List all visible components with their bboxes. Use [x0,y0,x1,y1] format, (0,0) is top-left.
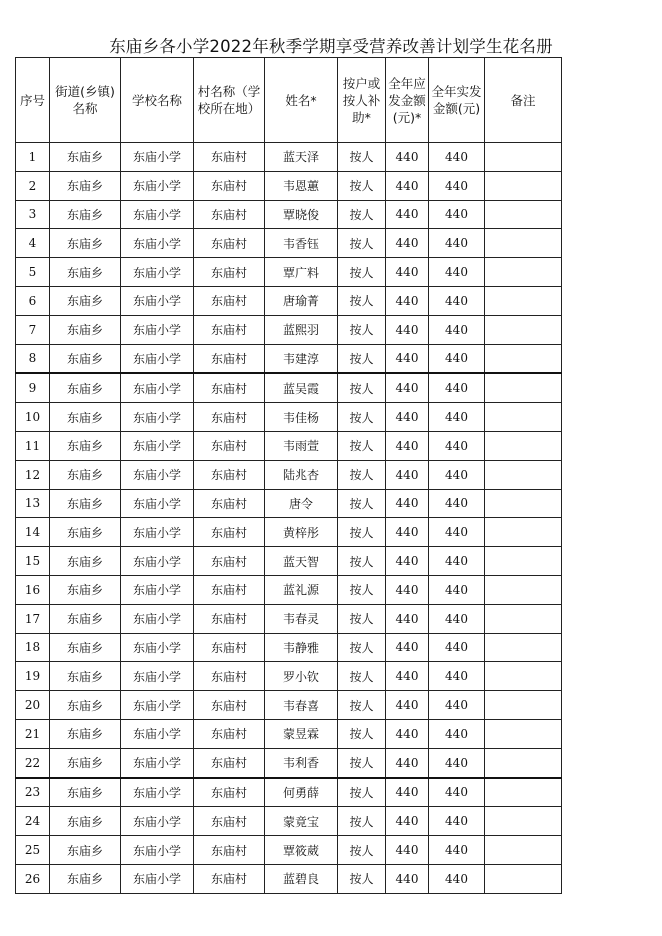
cell-school-name: 东庙小学 [121,403,194,432]
cell-subsidy-basis: 按人 [338,143,386,172]
cell-annual-paid-amount: 440 [429,143,485,172]
table-row [16,633,562,662]
cell-village-name: 东庙村 [194,258,265,287]
cell-street-township: 东庙乡 [50,864,121,893]
cell-index: 25 [16,836,50,865]
cell-school-name: 东庙小学 [121,344,194,373]
cell-annual-paid-amount: 440 [429,171,485,200]
cell-village-name: 东庙村 [194,489,265,518]
cell-subsidy-basis: 按人 [338,864,386,893]
cell-street-township: 东庙乡 [50,286,121,315]
cell-street-township: 东庙乡 [50,143,121,172]
table-row [16,258,562,287]
cell-school-name: 东庙小学 [121,489,194,518]
cell-school-name: 东庙小学 [121,286,194,315]
cell-annual-paid-amount: 440 [429,286,485,315]
cell-school-name: 东庙小学 [121,719,194,748]
cell-annual-due-amount: 440 [386,604,429,633]
cell-village-name: 东庙村 [194,864,265,893]
cell-village-name: 东庙村 [194,604,265,633]
cell-school-name: 东庙小学 [121,836,194,865]
cell-remarks [485,373,562,402]
cell-street-township: 东庙乡 [50,403,121,432]
cell-subsidy-basis: 按人 [338,315,386,344]
cell-village-name: 东庙村 [194,836,265,865]
cell-school-name: 东庙小学 [121,373,194,402]
table-row [16,691,562,720]
cell-subsidy-basis: 按人 [338,719,386,748]
cell-subsidy-basis: 按人 [338,431,386,460]
cell-annual-due-amount: 440 [386,662,429,691]
cell-student-name: 唐令 [265,489,338,518]
cell-index: 1 [16,143,50,172]
table-row [16,171,562,200]
cell-village-name: 东庙村 [194,229,265,258]
cell-annual-due-amount: 440 [386,807,429,836]
cell-school-name: 东庙小学 [121,460,194,489]
cell-village-name: 东庙村 [194,315,265,344]
cell-subsidy-basis: 按人 [338,518,386,547]
cell-remarks [485,604,562,633]
cell-remarks [485,344,562,373]
cell-remarks [485,518,562,547]
header-line: 村名称（学 [197,84,261,99]
table-row [16,143,562,172]
header-line: (元)* [392,109,422,125]
cell-annual-due-amount: 440 [386,200,429,229]
cell-street-township: 东庙乡 [50,547,121,576]
cell-remarks [485,431,562,460]
cell-annual-paid-amount: 440 [429,403,485,432]
cell-annual-paid-amount: 440 [429,807,485,836]
cell-subsidy-basis: 按人 [338,286,386,315]
cell-index: 16 [16,575,50,604]
table-row [16,286,562,315]
table-row [16,719,562,748]
cell-subsidy-basis: 按人 [338,633,386,662]
table-row [16,807,562,836]
cell-annual-paid-amount: 440 [429,836,485,865]
table-row [16,662,562,691]
cell-street-township: 东庙乡 [50,489,121,518]
cell-village-name: 东庙村 [194,719,265,748]
table-row [16,575,562,604]
cell-annual-due-amount: 440 [386,547,429,576]
cell-remarks [485,807,562,836]
cell-subsidy-basis: 按人 [338,778,386,807]
header-line: 名称 [72,101,98,116]
header-row [16,58,562,143]
cell-school-name: 东庙小学 [121,258,194,287]
cell-student-name: 韦静雅 [265,633,338,662]
header-line: 按人补 [342,92,381,108]
cell-remarks [485,691,562,720]
cell-village-name: 东庙村 [194,200,265,229]
cell-village-name: 东庙村 [194,691,265,720]
cell-street-township: 东庙乡 [50,171,121,200]
cell-street-township: 东庙乡 [50,604,121,633]
cell-student-name: 何勇薛 [265,778,338,807]
cell-school-name: 东庙小学 [121,807,194,836]
cell-village-name: 东庙村 [194,748,265,777]
cell-annual-due-amount: 440 [386,633,429,662]
cell-student-name: 韦雨萱 [265,431,338,460]
cell-street-township: 东庙乡 [50,719,121,748]
cell-remarks [485,575,562,604]
cell-school-name: 东庙小学 [121,315,194,344]
cell-village-name: 东庙村 [194,662,265,691]
cell-annual-paid-amount: 440 [429,604,485,633]
cell-village-name: 东庙村 [194,518,265,547]
cell-annual-due-amount: 440 [386,143,429,172]
cell-annual-paid-amount: 440 [429,719,485,748]
cell-village-name: 东庙村 [194,460,265,489]
cell-student-name: 蓝吴霞 [265,373,338,402]
cell-school-name: 东庙小学 [121,200,194,229]
cell-annual-due-amount: 440 [386,171,429,200]
cell-student-name: 蓝礼源 [265,575,338,604]
cell-school-name: 东庙小学 [121,633,194,662]
cell-student-name: 罗小钦 [265,662,338,691]
cell-school-name: 东庙小学 [121,229,194,258]
cell-index: 8 [16,344,50,373]
cell-street-township: 东庙乡 [50,633,121,662]
cell-student-name: 覃筱葳 [265,836,338,865]
cell-remarks [485,229,562,258]
cell-annual-paid-amount: 440 [429,315,485,344]
cell-student-name: 唐瑜菁 [265,286,338,315]
cell-annual-due-amount: 440 [386,258,429,287]
cell-remarks [485,836,562,865]
cell-subsidy-basis: 按人 [338,691,386,720]
cell-school-name: 东庙小学 [121,143,194,172]
cell-annual-due-amount: 440 [386,518,429,547]
cell-annual-due-amount: 440 [386,431,429,460]
cell-remarks [485,719,562,748]
cell-subsidy-basis: 按人 [338,748,386,777]
cell-annual-due-amount: 440 [386,748,429,777]
header-school-name [121,58,194,143]
header-village-name [194,58,265,143]
table-row [16,403,562,432]
cell-street-township: 东庙乡 [50,373,121,402]
cell-school-name: 东庙小学 [121,171,194,200]
cell-subsidy-basis: 按人 [338,171,386,200]
cell-annual-due-amount: 440 [386,229,429,258]
cell-annual-due-amount: 440 [386,691,429,720]
cell-street-township: 东庙乡 [50,778,121,807]
cell-student-name: 蓝碧良 [265,864,338,893]
cell-subsidy-basis: 按人 [338,489,386,518]
header-line: 街道(乡镇) [55,84,115,99]
header-line: 校所在地） [197,101,261,116]
cell-school-name: 东庙小学 [121,691,194,720]
cell-subsidy-basis: 按人 [338,200,386,229]
table-row [16,489,562,518]
cell-village-name: 东庙村 [194,431,265,460]
cell-index: 2 [16,171,50,200]
table-row [16,460,562,489]
cell-subsidy-basis: 按人 [338,575,386,604]
cell-annual-paid-amount: 440 [429,373,485,402]
cell-remarks [485,489,562,518]
cell-street-township: 东庙乡 [50,200,121,229]
cell-remarks [485,778,562,807]
cell-remarks [485,748,562,777]
cell-school-name: 东庙小学 [121,604,194,633]
cell-village-name: 东庙村 [194,373,265,402]
table-row [16,836,562,865]
cell-street-township: 东庙乡 [50,691,121,720]
cell-student-name: 韦春喜 [265,691,338,720]
cell-school-name: 东庙小学 [121,864,194,893]
cell-index: 3 [16,200,50,229]
cell-index: 12 [16,460,50,489]
cell-village-name: 东庙村 [194,143,265,172]
cell-index: 5 [16,258,50,287]
cell-index: 17 [16,604,50,633]
header-annual-due-amount [386,58,429,143]
cell-annual-due-amount: 440 [386,575,429,604]
cell-street-township: 东庙乡 [50,836,121,865]
cell-subsidy-basis: 按人 [338,662,386,691]
cell-index: 26 [16,864,50,893]
cell-annual-due-amount: 440 [386,315,429,344]
cell-school-name: 东庙小学 [121,518,194,547]
document-title: 东庙乡各小学2022年秋季学期享受营养改善计划学生花名册 [109,37,553,56]
table-row [16,778,562,807]
cell-street-township: 东庙乡 [50,518,121,547]
table-row [16,315,562,344]
cell-subsidy-basis: 按人 [338,807,386,836]
cell-subsidy-basis: 按人 [338,258,386,287]
cell-school-name: 东庙小学 [121,662,194,691]
cell-index: 7 [16,315,50,344]
cell-school-name: 东庙小学 [121,778,194,807]
cell-street-township: 东庙乡 [50,460,121,489]
table-row [16,604,562,633]
table-body [16,143,562,894]
cell-remarks [485,171,562,200]
table-row [16,373,562,402]
cell-village-name: 东庙村 [194,575,265,604]
cell-street-township: 东庙乡 [50,748,121,777]
cell-annual-paid-amount: 440 [429,547,485,576]
header-index [16,58,50,143]
header-remarks [485,58,562,143]
cell-annual-due-amount: 440 [386,719,429,748]
cell-student-name: 韦佳杨 [265,403,338,432]
cell-village-name: 东庙村 [194,403,265,432]
cell-index: 4 [16,229,50,258]
table-row [16,229,562,258]
table-row [16,344,562,373]
cell-remarks [485,200,562,229]
cell-remarks [485,143,562,172]
cell-subsidy-basis: 按人 [338,460,386,489]
cell-student-name: 韦春灵 [265,604,338,633]
cell-index: 20 [16,691,50,720]
cell-remarks [485,258,562,287]
table-row [16,200,562,229]
cell-student-name: 蒙竟宝 [265,807,338,836]
cell-village-name: 东庙村 [194,344,265,373]
header-line: 助* [352,109,371,125]
cell-school-name: 东庙小学 [121,748,194,777]
cell-village-name: 东庙村 [194,778,265,807]
cell-index: 13 [16,489,50,518]
cell-village-name: 东庙村 [194,286,265,315]
cell-student-name: 韦恩蕙 [265,171,338,200]
cell-subsidy-basis: 按人 [338,373,386,402]
cell-student-name: 覃广料 [265,258,338,287]
cell-annual-paid-amount: 440 [429,633,485,662]
cell-street-township: 东庙乡 [50,662,121,691]
cell-remarks [485,547,562,576]
cell-annual-paid-amount: 440 [429,575,485,604]
cell-annual-paid-amount: 440 [429,460,485,489]
header-line: 发金额 [388,92,426,108]
cell-annual-due-amount: 440 [386,403,429,432]
student-roster-table [15,57,562,894]
cell-annual-paid-amount: 440 [429,200,485,229]
cell-subsidy-basis: 按人 [338,604,386,633]
cell-subsidy-basis: 按人 [338,836,386,865]
cell-student-name: 韦利香 [265,748,338,777]
cell-student-name: 蓝熙羽 [265,315,338,344]
cell-annual-due-amount: 440 [386,836,429,865]
cell-index: 18 [16,633,50,662]
cell-village-name: 东庙村 [194,171,265,200]
cell-remarks [485,864,562,893]
cell-remarks [485,460,562,489]
cell-student-name: 蓝天智 [265,547,338,576]
header-student-name [265,58,338,143]
cell-annual-paid-amount: 440 [429,258,485,287]
header-subsidy-basis [338,58,386,143]
cell-annual-paid-amount: 440 [429,431,485,460]
cell-annual-paid-amount: 440 [429,518,485,547]
cell-student-name: 陆兆杏 [265,460,338,489]
header-line: 按户或 [342,75,381,91]
header-line: 学校名称 [131,92,182,108]
cell-annual-due-amount: 440 [386,864,429,893]
cell-school-name: 东庙小学 [121,547,194,576]
cell-remarks [485,633,562,662]
header-line: 序号 [19,92,45,108]
cell-street-township: 东庙乡 [50,229,121,258]
cell-street-township: 东庙乡 [50,807,121,836]
cell-annual-paid-amount: 440 [429,778,485,807]
cell-index: 14 [16,518,50,547]
table-row [16,518,562,547]
cell-village-name: 东庙村 [194,807,265,836]
header-annual-paid-amount [429,58,485,143]
cell-index: 11 [16,431,50,460]
header-street-township [50,58,121,143]
cell-index: 21 [16,719,50,748]
cell-index: 24 [16,807,50,836]
header-line: 金额(元) [432,101,481,116]
cell-village-name: 东庙村 [194,547,265,576]
cell-student-name: 韦建淳 [265,344,338,373]
cell-street-township: 东庙乡 [50,315,121,344]
cell-school-name: 东庙小学 [121,575,194,604]
cell-subsidy-basis: 按人 [338,547,386,576]
cell-annual-paid-amount: 440 [429,864,485,893]
table-row [16,748,562,777]
cell-student-name: 蓝天泽 [265,143,338,172]
cell-annual-paid-amount: 440 [429,691,485,720]
cell-annual-paid-amount: 440 [429,344,485,373]
cell-annual-due-amount: 440 [386,778,429,807]
table-row [16,431,562,460]
cell-remarks [485,403,562,432]
cell-annual-due-amount: 440 [386,460,429,489]
cell-index: 6 [16,286,50,315]
header-line: 姓名* [285,92,317,108]
cell-annual-due-amount: 440 [386,344,429,373]
cell-street-township: 东庙乡 [50,344,121,373]
cell-school-name: 东庙小学 [121,431,194,460]
cell-index: 22 [16,748,50,777]
cell-subsidy-basis: 按人 [338,403,386,432]
cell-index: 15 [16,547,50,576]
table-row [16,547,562,576]
cell-annual-due-amount: 440 [386,489,429,518]
cell-remarks [485,662,562,691]
cell-student-name: 韦香钰 [265,229,338,258]
cell-remarks [485,286,562,315]
cell-annual-paid-amount: 440 [429,748,485,777]
header-line: 全年实发 [431,84,482,99]
cell-index: 19 [16,662,50,691]
cell-annual-paid-amount: 440 [429,662,485,691]
cell-annual-due-amount: 440 [386,373,429,402]
cell-student-name: 黄梓彤 [265,518,338,547]
cell-annual-paid-amount: 440 [429,489,485,518]
cell-index: 23 [16,778,50,807]
header-line: 备注 [510,92,536,108]
cell-village-name: 东庙村 [194,633,265,662]
cell-annual-paid-amount: 440 [429,229,485,258]
table-row [16,864,562,893]
cell-annual-due-amount: 440 [386,286,429,315]
cell-street-township: 东庙乡 [50,258,121,287]
cell-index: 9 [16,373,50,402]
cell-street-township: 东庙乡 [50,431,121,460]
cell-street-township: 东庙乡 [50,575,121,604]
cell-subsidy-basis: 按人 [338,229,386,258]
cell-student-name: 覃晓俊 [265,200,338,229]
cell-index: 10 [16,403,50,432]
header-line: 全年应 [388,75,426,91]
cell-remarks [485,315,562,344]
cell-student-name: 蒙昱霖 [265,719,338,748]
cell-subsidy-basis: 按人 [338,344,386,373]
